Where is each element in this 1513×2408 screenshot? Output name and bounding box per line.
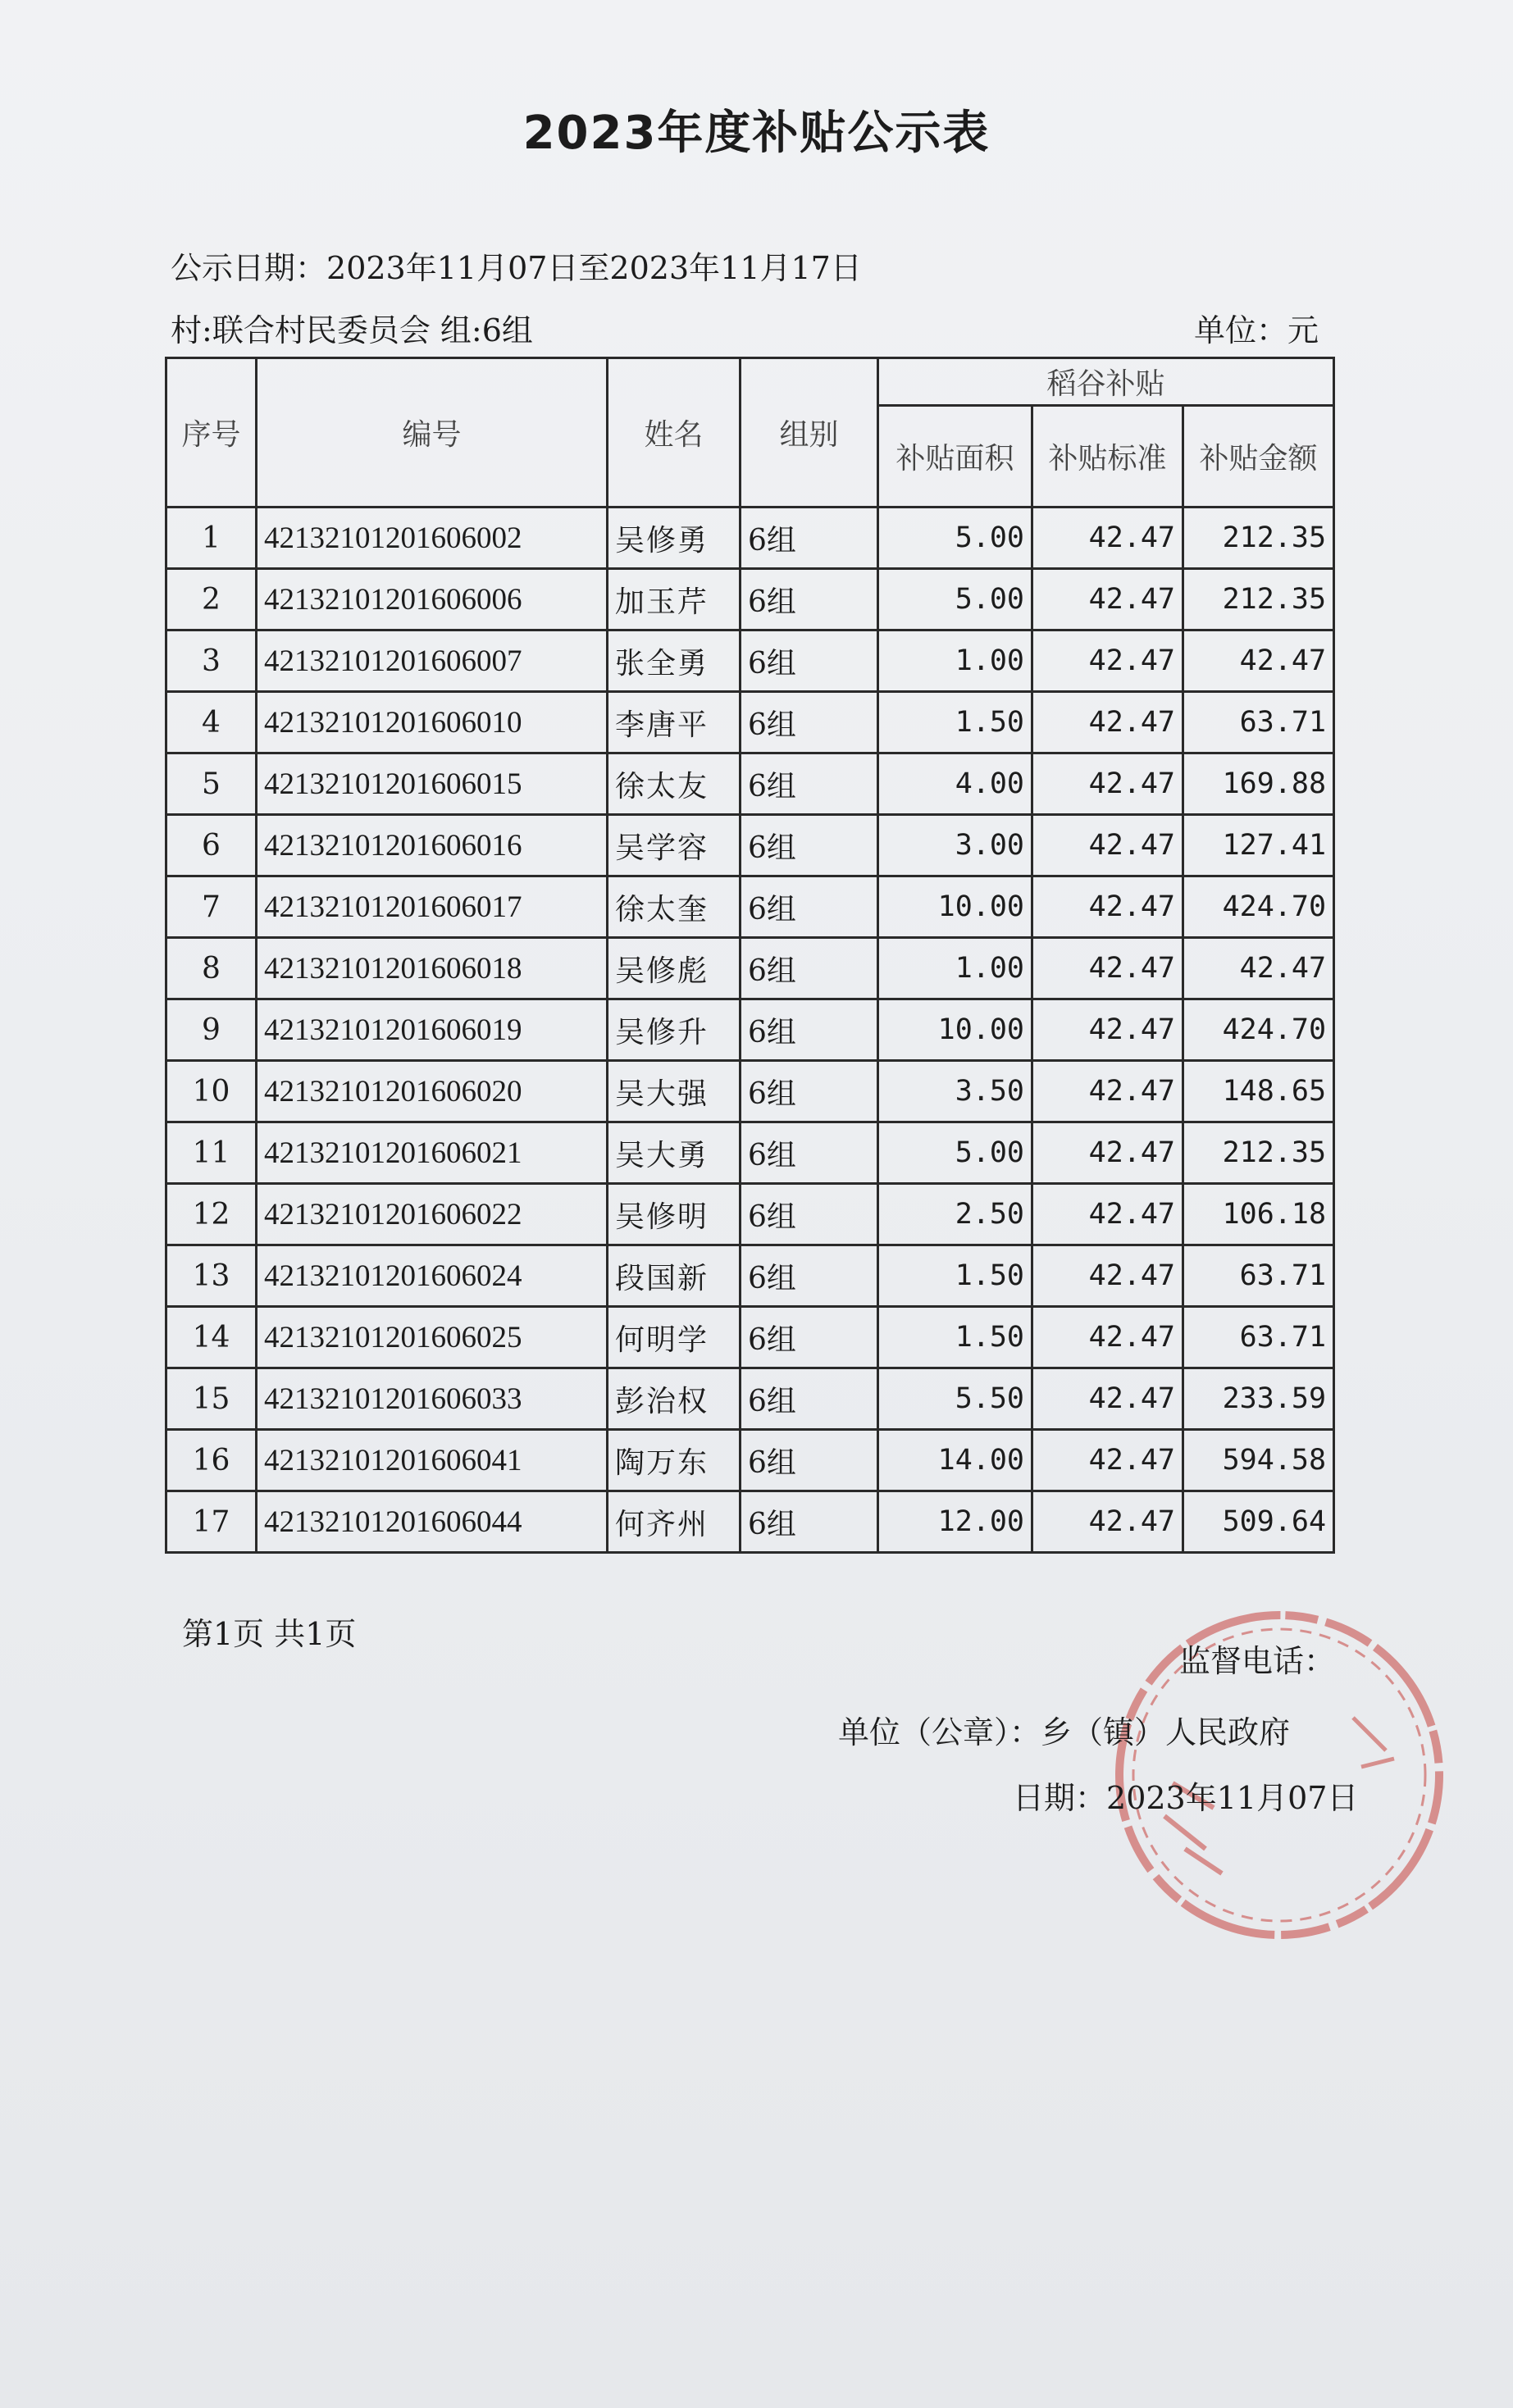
cell-name: 吴大强 — [608, 1061, 741, 1122]
cell-name: 吴大勇 — [608, 1122, 741, 1184]
cell-group: 6组 — [741, 1307, 878, 1368]
cell-amount: 424.70 — [1183, 876, 1334, 938]
cell-area: 5.50 — [878, 1368, 1032, 1430]
cell-code: 42132101201606041 — [257, 1430, 608, 1491]
village-group-line — [171, 305, 533, 350]
cell-area: 2.50 — [878, 1184, 1032, 1245]
cell-seq: 15 — [166, 1368, 257, 1430]
header-area: 补贴面积 — [878, 406, 1032, 508]
cell-code: 42132101201606006 — [257, 569, 608, 630]
supervision-phone-label: 监督电话： — [1179, 1643, 1336, 1679]
cell-area: 5.00 — [878, 569, 1032, 630]
table-row — [166, 1491, 1334, 1553]
cell-area: 10.00 — [878, 999, 1032, 1061]
cell-standard: 42.47 — [1032, 1430, 1183, 1491]
cell-group: 6组 — [741, 815, 878, 876]
cell-amount: 424.70 — [1183, 999, 1334, 1061]
cell-amount: 63.71 — [1183, 1245, 1334, 1307]
cell-area: 4.00 — [878, 753, 1032, 815]
header-rice-subsidy: 稻谷补贴 — [878, 358, 1334, 406]
cell-group: 6组 — [741, 1061, 878, 1122]
cell-seq: 8 — [166, 938, 257, 999]
unit-line — [1194, 305, 1319, 350]
notice-period-line — [171, 243, 862, 288]
cell-group: 6组 — [741, 999, 878, 1061]
cell-name: 张全勇 — [608, 630, 741, 692]
cell-group: 6组 — [741, 1430, 878, 1491]
cell-amount: 594.58 — [1183, 1430, 1334, 1491]
cell-name: 何齐州 — [608, 1491, 741, 1553]
cell-name: 何明学 — [608, 1307, 741, 1368]
cell-code: 42132101201606010 — [257, 692, 608, 753]
cell-group: 6组 — [741, 938, 878, 999]
table-header — [166, 358, 1334, 508]
cell-amount: 42.47 — [1183, 630, 1334, 692]
cell-code: 42132101201606025 — [257, 1307, 608, 1368]
cell-area: 3.50 — [878, 1061, 1032, 1122]
cell-standard: 42.47 — [1032, 692, 1183, 753]
cell-standard: 42.47 — [1032, 876, 1183, 938]
cell-amount: 63.71 — [1183, 692, 1334, 753]
cell-amount: 212.35 — [1183, 508, 1334, 569]
table-row — [166, 1368, 1334, 1430]
cell-standard: 42.47 — [1032, 938, 1183, 999]
cell-seq: 16 — [166, 1430, 257, 1491]
cell-name: 加玉芹 — [608, 569, 741, 630]
cell-amount: 106.18 — [1183, 1184, 1334, 1245]
cell-area: 5.00 — [878, 1122, 1032, 1184]
table-row — [166, 1307, 1334, 1368]
issuer-value: 乡（镇）人民政府 — [1041, 1714, 1291, 1750]
cell-name: 吴学容 — [608, 815, 741, 876]
cell-area: 10.00 — [878, 876, 1032, 938]
cell-standard: 42.47 — [1032, 508, 1183, 569]
table-row — [166, 876, 1334, 938]
cell-code: 42132101201606015 — [257, 753, 608, 815]
cell-amount: 509.64 — [1183, 1491, 1334, 1553]
cell-code: 42132101201606033 — [257, 1368, 608, 1430]
cell-standard: 42.47 — [1032, 1368, 1183, 1430]
table-row — [166, 1184, 1334, 1245]
cell-standard: 42.47 — [1032, 630, 1183, 692]
cell-amount: 63.71 — [1183, 1307, 1334, 1368]
group-label: 组: — [440, 312, 482, 348]
table-row — [166, 692, 1334, 753]
header-standard: 补贴标准 — [1032, 406, 1183, 508]
table-row — [166, 999, 1334, 1061]
cell-name: 吴修勇 — [608, 508, 741, 569]
cell-name: 吴修升 — [608, 999, 741, 1061]
cell-seq: 6 — [166, 815, 257, 876]
issue-date-line — [1013, 1773, 1358, 1818]
issue-date-value: 2023年11月07日 — [1106, 1780, 1359, 1816]
table-row — [166, 1430, 1334, 1491]
cell-amount: 233.59 — [1183, 1368, 1334, 1430]
cell-standard: 42.47 — [1032, 753, 1183, 815]
cell-group: 6组 — [741, 753, 878, 815]
cell-standard: 42.47 — [1032, 569, 1183, 630]
cell-group: 6组 — [741, 876, 878, 938]
subsidy-table — [165, 357, 1335, 1554]
cell-group: 6组 — [741, 1368, 878, 1430]
cell-code: 42132101201606016 — [257, 815, 608, 876]
cell-name: 徐太友 — [608, 753, 741, 815]
cell-seq: 7 — [166, 876, 257, 938]
cell-name: 彭治权 — [608, 1368, 741, 1430]
table-row — [166, 508, 1334, 569]
cell-standard: 42.47 — [1032, 1307, 1183, 1368]
cell-standard: 42.47 — [1032, 1491, 1183, 1553]
cell-area: 1.50 — [878, 692, 1032, 753]
cell-seq: 9 — [166, 999, 257, 1061]
cell-seq: 11 — [166, 1122, 257, 1184]
table-row — [166, 1061, 1334, 1122]
notice-period-label: 公示日期： — [171, 250, 327, 286]
header-amount: 补贴金额 — [1183, 406, 1334, 508]
cell-area: 12.00 — [878, 1491, 1032, 1553]
table-row — [166, 630, 1334, 692]
cell-code: 42132101201606022 — [257, 1184, 608, 1245]
cell-standard: 42.47 — [1032, 1061, 1183, 1122]
table-row — [166, 938, 1334, 999]
cell-code: 42132101201606002 — [257, 508, 608, 569]
cell-area: 3.00 — [878, 815, 1032, 876]
unit-value: 元 — [1287, 312, 1319, 348]
cell-area: 1.00 — [878, 630, 1032, 692]
cell-group: 6组 — [741, 1122, 878, 1184]
cell-seq: 13 — [166, 1245, 257, 1307]
table-row — [166, 1122, 1334, 1184]
cell-amount: 169.88 — [1183, 753, 1334, 815]
group-value: 6组 — [481, 312, 533, 348]
cell-amount: 127.41 — [1183, 815, 1334, 876]
village-label: 村: — [171, 312, 212, 348]
cell-name: 段国新 — [608, 1245, 741, 1307]
village-value: 联合村民委员会 — [212, 312, 431, 348]
cell-code: 42132101201606021 — [257, 1122, 608, 1184]
issue-date-label: 日期： — [1013, 1780, 1107, 1816]
table-row — [166, 753, 1334, 815]
cell-seq: 17 — [166, 1491, 257, 1553]
cell-group: 6组 — [741, 569, 878, 630]
cell-group: 6组 — [741, 692, 878, 753]
header-seq: 序号 — [166, 358, 257, 508]
issuer-label: 单位（公章）： — [838, 1714, 1041, 1750]
table-row — [166, 569, 1334, 630]
cell-amount: 148.65 — [1183, 1061, 1334, 1122]
cell-code: 42132101201606007 — [257, 630, 608, 692]
cell-name: 吴修彪 — [608, 938, 741, 999]
cell-standard: 42.47 — [1032, 1245, 1183, 1307]
header-name: 姓名 — [608, 358, 741, 508]
cell-seq: 4 — [166, 692, 257, 753]
notice-period-value: 2023年11月07日至2023年11月17日 — [326, 250, 862, 286]
cell-standard: 42.47 — [1032, 1184, 1183, 1245]
page-info: 第1页 共1页 — [182, 1616, 357, 1652]
header-group: 组别 — [741, 358, 878, 508]
cell-code: 42132101201606019 — [257, 999, 608, 1061]
cell-seq: 5 — [166, 753, 257, 815]
cell-name: 李唐平 — [608, 692, 741, 753]
cell-seq: 14 — [166, 1307, 257, 1368]
cell-group: 6组 — [741, 1184, 878, 1245]
issuer-line — [838, 1707, 1290, 1752]
cell-standard: 42.47 — [1032, 999, 1183, 1061]
cell-name: 徐太奎 — [608, 876, 741, 938]
cell-area: 1.50 — [878, 1245, 1032, 1307]
cell-name: 吴修明 — [608, 1184, 741, 1245]
cell-area: 1.00 — [878, 938, 1032, 999]
cell-amount: 42.47 — [1183, 938, 1334, 999]
unit-label: 单位： — [1194, 312, 1288, 348]
cell-standard: 42.47 — [1032, 1122, 1183, 1184]
cell-amount: 212.35 — [1183, 1122, 1334, 1184]
cell-area: 5.00 — [878, 508, 1032, 569]
cell-amount: 212.35 — [1183, 569, 1334, 630]
table-body — [166, 508, 1334, 1553]
cell-code: 42132101201606024 — [257, 1245, 608, 1307]
cell-group: 6组 — [741, 1491, 878, 1553]
cell-group: 6组 — [741, 630, 878, 692]
cell-standard: 42.47 — [1032, 815, 1183, 876]
cell-code: 42132101201606018 — [257, 938, 608, 999]
cell-seq: 1 — [166, 508, 257, 569]
cell-code: 42132101201606020 — [257, 1061, 608, 1122]
header-code: 编号 — [257, 358, 608, 508]
table-row — [166, 815, 1334, 876]
cell-code: 42132101201606044 — [257, 1491, 608, 1553]
cell-name: 陶万东 — [608, 1430, 741, 1491]
document-title: 2023年度补贴公示表 — [522, 107, 991, 160]
cell-area: 14.00 — [878, 1430, 1032, 1491]
cell-seq: 2 — [166, 569, 257, 630]
cell-code: 42132101201606017 — [257, 876, 608, 938]
cell-seq: 3 — [166, 630, 257, 692]
cell-group: 6组 — [741, 1245, 878, 1307]
cell-seq: 12 — [166, 1184, 257, 1245]
table-row — [166, 1245, 1334, 1307]
cell-area: 1.50 — [878, 1307, 1032, 1368]
cell-group: 6组 — [741, 508, 878, 569]
cell-seq: 10 — [166, 1061, 257, 1122]
